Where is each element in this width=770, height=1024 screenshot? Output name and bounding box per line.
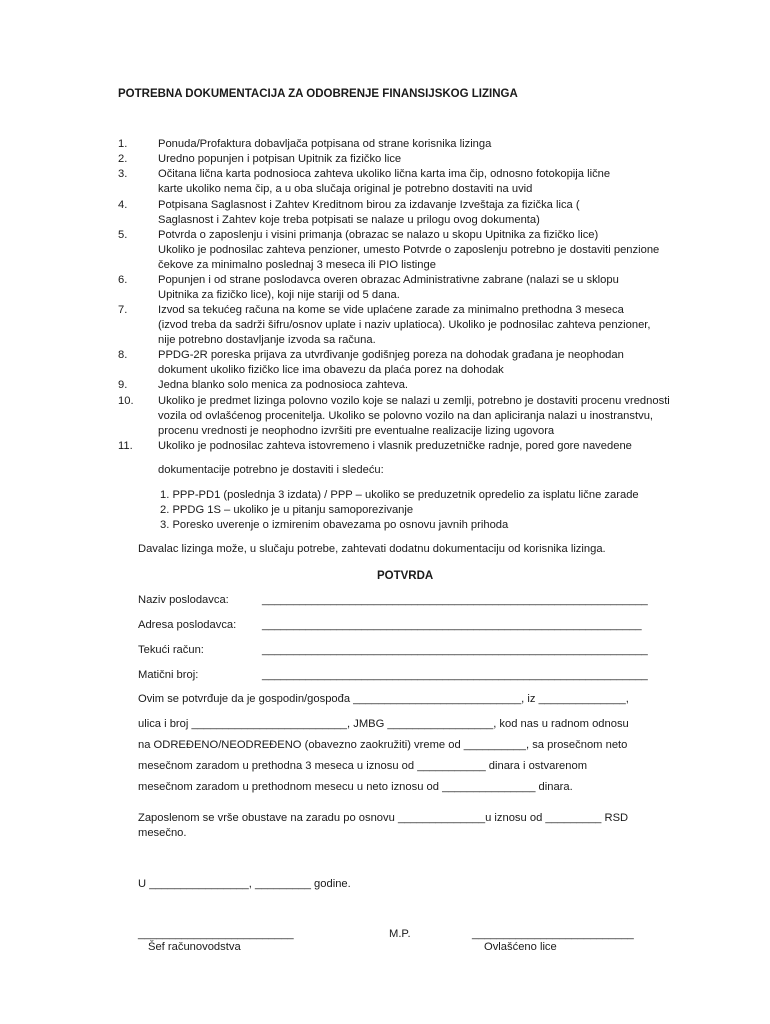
item-number: 9. [118, 379, 128, 391]
note-text: Davalac lizinga može, u slučaju potrebe, zahtevati dodatnu dokumentaciju od korisnika lizinga. [138, 543, 606, 555]
field-label: Tekući račun: [138, 644, 204, 656]
paragraph-line: Ovim se potvrđuje da je gospodin/gospođa ___________________________, iz ______________, [138, 693, 629, 705]
sub-list-item: 2. PPDG 1S – ukoliko je u pitanju samoporezivanje [160, 504, 414, 516]
place-date: U ________________, _________ godine. [138, 878, 351, 890]
signature-label-left: Šef računovodstva [148, 941, 241, 953]
obustave-line: mesečno. [138, 827, 187, 839]
item-text: Očitana lična karta podnosioca zahteva ukoliko lična karta ima čip, odnosno fotokopija lične [158, 168, 611, 180]
item-text: vozila od ovlašćenog procenitelja. Ukoliko se polovno vozilo na dan apliciranja nalazi u inostranstvu, [158, 410, 654, 422]
item-number: 10. [118, 395, 134, 407]
paragraph-line: mesečnom zaradom u prethodnom mesecu u neto iznosu od _______________ dinara. [138, 781, 573, 793]
item-text: Jedna blanko solo menica za podnosioca zahteva. [158, 379, 409, 391]
item-text: dokument ukoliko fizičko lice ima obavezu da plaća porez na dohodak [158, 364, 504, 376]
field-line: ______________________________________________________________ [262, 644, 648, 656]
signature-label-right: Ovlašćeno lice [484, 941, 557, 953]
item-text: Ukoliko je podnosilac zahteva istovremeno i vlasnik preduzetničke radnje, pored gore navedene [158, 440, 632, 452]
item-text: (izvod treba da sadrži šifru/osnov uplate i naziv uplatioca). Ukoliko je podnosilac zahteva penzioner, [158, 319, 651, 331]
obustave-line: Zaposlenom se vrše obustave na zaradu po osnovu ______________u iznosu od _________ RSD [138, 812, 629, 824]
item-text: procenu vrednosti je neophodno izvršiti pre eventualne realizacije lizing ugovora [158, 425, 555, 437]
item-text: čekove za minimalno poslednaj 3 meseca ili PIO listinge [158, 259, 436, 271]
potvrda-title: POTVRDA [377, 570, 434, 582]
intro-text: dokumentacije potrebno je dostaviti i sledeću: [158, 464, 384, 476]
item-text: karte ukoliko nema čip, a u oba slučaja original je potrebno dostaviti na uvid [158, 183, 533, 195]
field-label: Matični broj: [138, 669, 199, 681]
page-title: POTREBNA DOKUMENTACIJA ZA ODOBRENJE FINANSIJSKOG LIZINGA [118, 88, 518, 100]
signature-line-left: _________________________ [138, 928, 294, 940]
sub-list-item: 1. PPP-PD1 (poslednja 3 izdata) / PPP – ukoliko se preduzetnik opredelio za isplatu lične zarade [160, 489, 639, 501]
item-number: 2. [118, 153, 128, 165]
paragraph-line: na ODREĐENO/NEODREĐENO (obavezno zaokružiti) vreme od __________, sa prosečnom neto [138, 739, 628, 751]
item-number: 6. [118, 274, 128, 286]
item-number: 1. [118, 138, 128, 150]
item-number: 8. [118, 349, 128, 361]
item-text: nije potrebno dostavljanje izvoda sa računa. [158, 334, 376, 346]
item-number: 3. [118, 168, 128, 180]
field-line: ______________________________________________________________ [262, 594, 648, 606]
item-number: 7. [118, 304, 128, 316]
stamp-label: M.P. [389, 928, 411, 940]
item-text: Uredno popunjen i potpisan Upitnik za fizičko lice [158, 153, 402, 165]
item-text: Saglasnost i Zahtev koje treba potpisati se nalaze u prilogu ovog dokumenta) [158, 214, 540, 226]
item-number: 4. [118, 199, 128, 211]
item-number: 11. [118, 440, 133, 452]
field-label: Adresa poslodavca: [138, 619, 237, 631]
item-text: Ukoliko je predmet lizinga polovno vozilo koje se nalazi u zemlji, potrebno je dostaviti procenu vrednosti [158, 395, 670, 407]
item-text: Upitnika za fizičko lice), koji nije stariji od 5 dana. [158, 289, 400, 301]
item-number: 5. [118, 229, 128, 241]
paragraph-line: mesečnom zaradom u prethodna 3 meseca u iznosu od ___________ dinara i ostvarenom [138, 760, 588, 772]
sub-list-item: 3. Poresko uverenje o izmirenim obavezama po osnovu javnih prihoda [160, 519, 509, 531]
item-text: Popunjen i od strane poslodavca overen obrazac Administrativne zabrane (nalazi se u sklopu [158, 274, 619, 286]
field-label: Naziv poslodavca: [138, 594, 229, 606]
paragraph-line: ulica i broj _________________________, JMBG _________________, kod nas u radnom odnosu [138, 718, 629, 730]
item-text: Potvrda o zaposlenju i visini primanja (obrazac se nalazo u skopu Upitnika za fizičko lice) [158, 229, 599, 241]
item-text: Izvod sa tekućeg računa na kome se vide uplaćene zarade za minimalno prethodna 3 meseca [158, 304, 624, 316]
item-text: Ukoliko je podnosilac zahteva penzioner, umesto Potvrde o zaposlenju potrebno je dostaviti penzione [158, 244, 660, 256]
item-text: PPDG-2R poreska prijava za utvrđivanje godišnjeg poreza na dohodak građana je neophodan [158, 349, 624, 361]
field-line: _____________________________________________________________ [262, 619, 642, 631]
field-line: ______________________________________________________________ [262, 669, 648, 681]
item-text: Ponuda/Profaktura dobavljača potpisana od strane korisnika lizinga [158, 138, 492, 150]
item-text: Potpisana Saglasnost i Zahtev Kreditnom birou za izdavanje Izveštaja za fizička lica ( [158, 199, 580, 211]
signature-line-right: __________________________ [472, 928, 634, 940]
